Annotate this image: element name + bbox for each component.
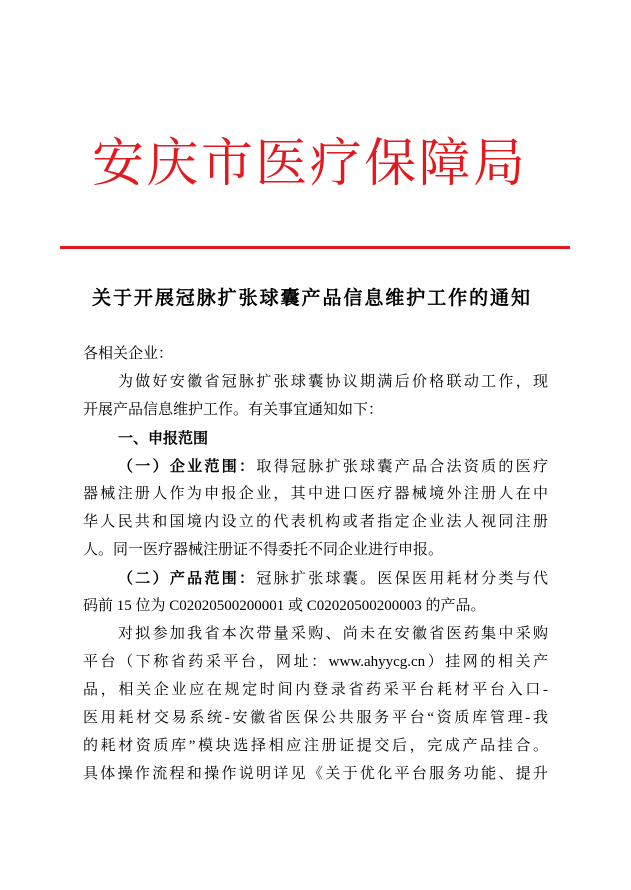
line-text: 华人民共和国境内设立的代表机构或者指定企业法人视同注册: [83, 514, 548, 530]
line-text: 具体操作流程和操作说明详见《关于优化平台服务功能、提升: [83, 766, 548, 782]
body-line: [83, 480, 548, 508]
line-text: 医用耗材交易系统-安徽省医保公共服务平台“资质库管理-我: [83, 710, 548, 726]
body-line: [83, 536, 548, 564]
body-line: [83, 676, 548, 704]
line-lead: （一）企业范围：: [118, 457, 257, 475]
notice-title: 关于开展冠脉扩张球囊产品信息维护工作的通知: [92, 287, 530, 309]
line-text: 的耗材资质库”模块选择相应注册证提交后，完成产品挂合。: [83, 738, 548, 754]
line-text: 取得冠脉扩张球囊产品合法资质的医疗: [256, 459, 548, 475]
line-lead: （二）产品范围：: [118, 569, 257, 587]
agency-name: 安庆市医疗保障局: [92, 134, 525, 194]
section-heading: [118, 424, 548, 452]
line-text: 为做好安徽省冠脉扩张球囊协议期满后价格联动工作，现: [118, 374, 548, 390]
body-line: [83, 760, 548, 788]
line-text: 码前 15 位为 C02020500200001 或 C02020500200003 的产品。: [83, 598, 486, 614]
line-text: 开展产品信息维护工作。有关事宜通知如下：: [83, 402, 384, 418]
body-line: [83, 508, 548, 536]
body-line: [118, 368, 548, 396]
line-text: 品，相关企业应在规定时间内登录省药采平台耗材平台入口-: [83, 682, 548, 698]
body-line: [118, 564, 548, 592]
body-line: [83, 704, 548, 732]
header-rule: [60, 246, 570, 249]
body-line: [118, 452, 548, 480]
line-text: 冠脉扩张球囊。医保医用耗材分类与代: [256, 571, 548, 587]
line-text: 人。同一医疗器械注册证不得委托不同企业进行申报。: [83, 542, 444, 558]
body-line: [83, 592, 548, 620]
body-line: [83, 340, 548, 368]
line-text: 各相关企业：: [83, 346, 174, 362]
body-line: [118, 620, 548, 648]
body-line: [83, 732, 548, 760]
line-text: 对拟参加我省本次带量采购、尚未在安徽省医药集中采购: [118, 626, 548, 642]
body-line: [83, 396, 548, 424]
line-lead: 一、申报范围: [118, 429, 209, 447]
line-text: 器械注册人作为申报企业，其中进口医疗器械境外注册人在中: [83, 486, 548, 502]
body-line: [83, 648, 548, 676]
line-text: 平台（下称省药采平台，网址：www.ahyycg.cn）挂网的相关产: [83, 654, 548, 670]
